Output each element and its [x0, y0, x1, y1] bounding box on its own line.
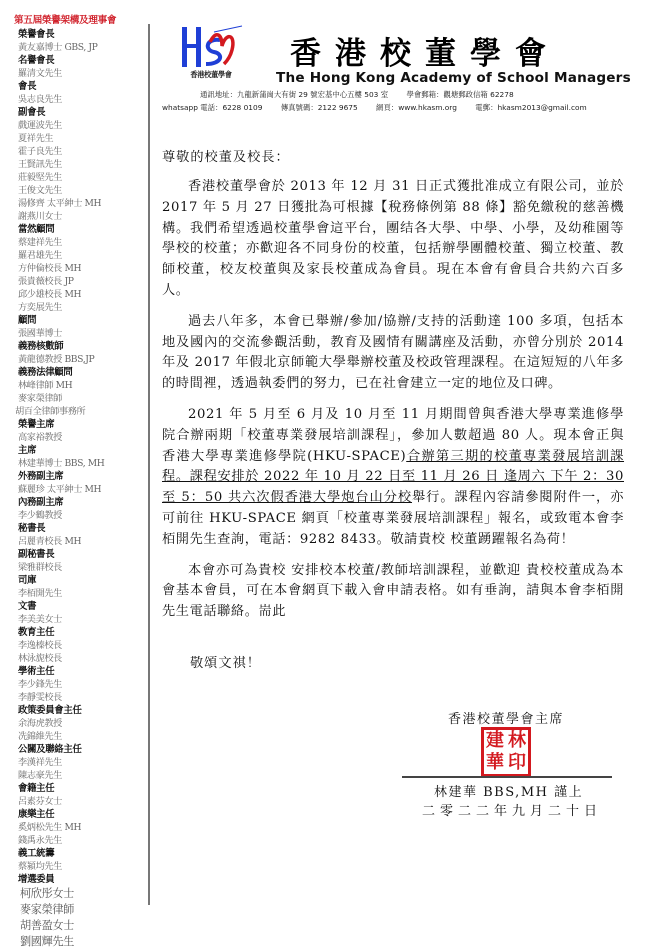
member-name: 蔡建祥先生 — [18, 237, 62, 248]
member-name: 蔡潁均先生 — [18, 861, 62, 872]
role-heading: 增選委員 — [18, 874, 55, 885]
member-name: 李少鶴教授 — [18, 510, 62, 521]
role-heading: 當然顧問 — [18, 224, 55, 235]
role-heading: 學術主任 — [18, 666, 55, 677]
role-heading: 義務法律顧問 — [18, 367, 73, 378]
council-role-group — [14, 366, 146, 418]
role-heading: 司庫 — [18, 575, 37, 586]
course-schedule-underlined: 合辦第三期的校董專業發展培訓課程。課程安排於 2022 年 10 月 22 日至 11 月 26 日 逢周六 下午 2：30 至 5：50 共六次假香港大學炮台山分校 — [162, 448, 625, 506]
council-role-group — [14, 743, 146, 782]
member-name: 胡百全律師事務所 — [15, 406, 86, 417]
council-role-group — [14, 418, 146, 444]
letter-date: 二零二二年九月二十日 — [422, 804, 603, 819]
member-name: 陳志豪先生 — [18, 770, 62, 781]
hkasm-logo — [176, 24, 246, 80]
council-role-group — [14, 28, 146, 54]
council-role-group — [14, 223, 146, 314]
member-name: 高家裕教授 — [18, 432, 62, 443]
member-name: 王賢訊先生 — [18, 159, 62, 170]
member-name: 李少鋒先生 — [18, 679, 62, 690]
council-role-group — [14, 444, 146, 470]
role-heading: 主席 — [18, 445, 37, 456]
member-name: 林峰律師 MH — [18, 380, 73, 391]
member-name: 莊毅堅先生 — [18, 172, 62, 183]
council-role-group — [14, 847, 146, 873]
council-role-group — [14, 574, 146, 600]
role-heading: 教育主任 — [18, 627, 55, 638]
letter-body — [162, 148, 624, 633]
member-name: 林泳旎校長 — [18, 653, 62, 664]
council-role-group — [14, 600, 146, 626]
role-heading: 義工統籌 — [18, 848, 55, 859]
member-name: 王俊文先生 — [18, 185, 62, 196]
member-name: 霍子良先生 — [18, 146, 62, 157]
email[interactable]: 電郵：hkasm2013@gmail.com — [475, 103, 587, 112]
member-name: 李逸榛校長 — [18, 640, 62, 651]
org-name-chinese: 香港校董學會 — [290, 36, 560, 72]
paragraph-2: 過去八年多，本會已舉辦/參加/協辦/支持的活動達 100 多項，包括本地及國內的交流參觀活動，教育及國情有關講座及活動，亦曾分別於 2014 年及 2017 年假北京師範大學舉辦校董及校政管理課程。在這短短的八年多的時間裡，透過執委們的努力，已在社會建立一定的地位及口碑。 — [162, 313, 624, 392]
member-name: 李美美女士 — [18, 614, 62, 625]
seal-char: 林 — [508, 730, 526, 751]
salutation: 尊敬的校董及校長： — [162, 150, 290, 165]
council-role-group — [14, 522, 146, 548]
council-role-group — [14, 704, 146, 743]
paragraph-3 — [162, 405, 624, 551]
role-heading: 榮譽主席 — [18, 419, 55, 430]
seal-char: 印 — [508, 752, 526, 773]
vertical-divider — [148, 24, 150, 905]
member-name: 麥家榮律師 — [18, 393, 62, 404]
closing-greeting: 敬頌文祺！ — [190, 656, 261, 671]
sidebar-title: 第五屆榮譽架構及理事會 — [14, 15, 117, 26]
member-name: 張貴薇校長 JP — [18, 276, 74, 287]
member-name: 麥家榮律師 — [20, 903, 74, 916]
council-role-group — [14, 808, 146, 847]
role-heading: 康樂主任 — [18, 809, 55, 820]
member-name: 奚炳松先生 MH — [18, 822, 82, 833]
member-name: 黃友嘉博士 GBS, JP — [18, 42, 98, 53]
council-role-group — [14, 873, 146, 950]
council-roster — [14, 28, 146, 950]
council-role-group — [14, 665, 146, 704]
council-role-group — [14, 496, 146, 522]
role-heading: 外務副主席 — [18, 471, 64, 482]
seal-char: 建 — [486, 730, 504, 751]
fax-number: 傳真號碼：2122 9675 — [280, 103, 358, 112]
whatsapp-phone: whatsapp 電話：6228 0109 — [162, 103, 263, 112]
member-name: 李靜雯校長 — [18, 692, 62, 703]
role-heading: 榮譽會長 — [18, 29, 55, 40]
member-name: 蘇麗珍 太平紳士 MH — [18, 484, 102, 495]
member-name: 羅清文先生 — [18, 68, 62, 79]
member-name: 梁雅群校長 — [18, 562, 62, 573]
contact-line-1 — [200, 89, 530, 100]
mailing-address: 通訊地址：九龍新蒲崗大有街 29 號宏基中心五樓 503 室 — [200, 90, 389, 99]
member-name: 胡善盈女士 — [20, 919, 74, 932]
member-name: 方仲倫校長 MH — [18, 263, 82, 274]
signatory-name: 林建華 BBS,MH 謹上 — [434, 785, 584, 800]
role-heading: 秘書長 — [18, 523, 46, 534]
council-role-group — [14, 470, 146, 496]
member-name: 柯欣彤女士 — [20, 887, 74, 900]
member-name: 劉國輝先生 — [20, 935, 74, 948]
role-heading: 義務核數師 — [18, 341, 64, 352]
paragraph-3-details: 舉行。課程內容請參閱附件一，亦可前往 HKU-SPACE 網頁「校董專業發展培訓課程」報名，或致電本會李栢開先生查詢，電話：9282 8433。敬請貴校 校董踴躍報名為荷！ — [162, 490, 624, 547]
org-name-english: The Hong Kong Academy of School Managers — [276, 70, 631, 86]
role-heading: 副秘書長 — [18, 549, 55, 560]
role-heading: 政策委員會主任 — [18, 705, 82, 716]
role-heading: 名譽會長 — [18, 55, 55, 66]
website[interactable]: 網頁：www.hkasm.org — [376, 103, 457, 112]
member-name: 夏祥先生 — [18, 133, 54, 144]
paragraph-1: 香港校董學會於 2013 年 12 月 31 日正式獲批准成立有限公司，並於 2017 年 5 月 27 日獲批為可根據【稅務條例第 88 條】豁免繳稅的慈善機構。我們希望透過校董學會這平台，團结各大學、中學、小學，及幼稚園等學校的校董；亦歡迎各不同身份的校董，包括辦學團體校董、獨立校董、教師校董，校友校董與及家長校董成為會員。現在本會有會員合共約六百多人。 — [162, 179, 624, 298]
member-name: 呂麗青校長 MH — [18, 536, 82, 547]
role-heading: 公關及聯絡主任 — [18, 744, 82, 755]
signature-line — [402, 776, 612, 778]
member-name: 吳志良先生 — [18, 94, 62, 105]
red-seal-stamp — [481, 727, 531, 777]
council-sidebar — [14, 14, 146, 950]
member-name: 冼錦維先生 — [18, 731, 62, 742]
member-name: 李栢開先生 — [18, 588, 62, 599]
member-name: 方奕展先生 — [18, 302, 62, 313]
council-role-group — [14, 106, 146, 223]
signatory-title: 香港校董學會主席 — [448, 712, 565, 727]
member-name: 羅君雄先生 — [18, 250, 62, 261]
logo-caption: 香港校董學會 — [190, 70, 232, 79]
role-heading: 會長 — [18, 81, 37, 92]
member-name: 黃龍德教授 BBS,JP — [18, 354, 95, 365]
council-role-group — [14, 548, 146, 574]
paragraph-3-intro: 2021 年 5 月至 6 月及 10 月至 11 月期間曾與香港大學專業進修學院合辦兩期「校董專業發展培訓課程」，參加人數超過 80 人。現本會正與香港大學專業進修學院(HKU-SPACE) — [162, 406, 624, 464]
paragraph-4: 本會亦可為貴校 安排校本校董/教師培訓課程，並歡迎 貴校校董成為本會基本會員，可在本會網頁下載入會申請表格。如有垂詢，請與本會李栢開先生電話聯絡。耑此 — [162, 562, 624, 620]
role-heading: 副會長 — [18, 107, 46, 118]
member-name: 張國華博士 — [18, 328, 62, 339]
member-name: 邱少雄校長 MH — [18, 289, 82, 300]
member-name: 余海虎教授 — [18, 718, 62, 729]
role-heading: 內務副主席 — [18, 497, 64, 508]
role-heading: 文書 — [18, 601, 37, 612]
member-name: 錢禹永先生 — [18, 835, 62, 846]
hks-logo-icon — [176, 24, 246, 70]
role-heading: 顧問 — [18, 315, 37, 326]
seal-char: 華 — [486, 752, 504, 773]
member-name: 呂素芬女士 — [18, 796, 62, 807]
role-heading: 會籍主任 — [18, 783, 55, 794]
council-role-group — [14, 340, 146, 366]
council-role-group — [14, 626, 146, 665]
member-name: 謝燕川女士 — [18, 211, 62, 222]
council-role-group — [14, 314, 146, 340]
contact-line-2 — [162, 102, 603, 113]
member-name: 湯修齊 太平紳士 MH — [18, 198, 102, 209]
council-role-group — [14, 54, 146, 80]
member-name: 李漢祥先生 — [18, 757, 62, 768]
council-role-group — [14, 782, 146, 808]
member-name: 林建華博士 BBS, MH — [18, 458, 105, 469]
council-role-group — [14, 80, 146, 106]
po-box: 學會郵箱：觀塘郵政信箱 62278 — [406, 90, 514, 99]
member-name: 戲運波先生 — [18, 120, 62, 131]
